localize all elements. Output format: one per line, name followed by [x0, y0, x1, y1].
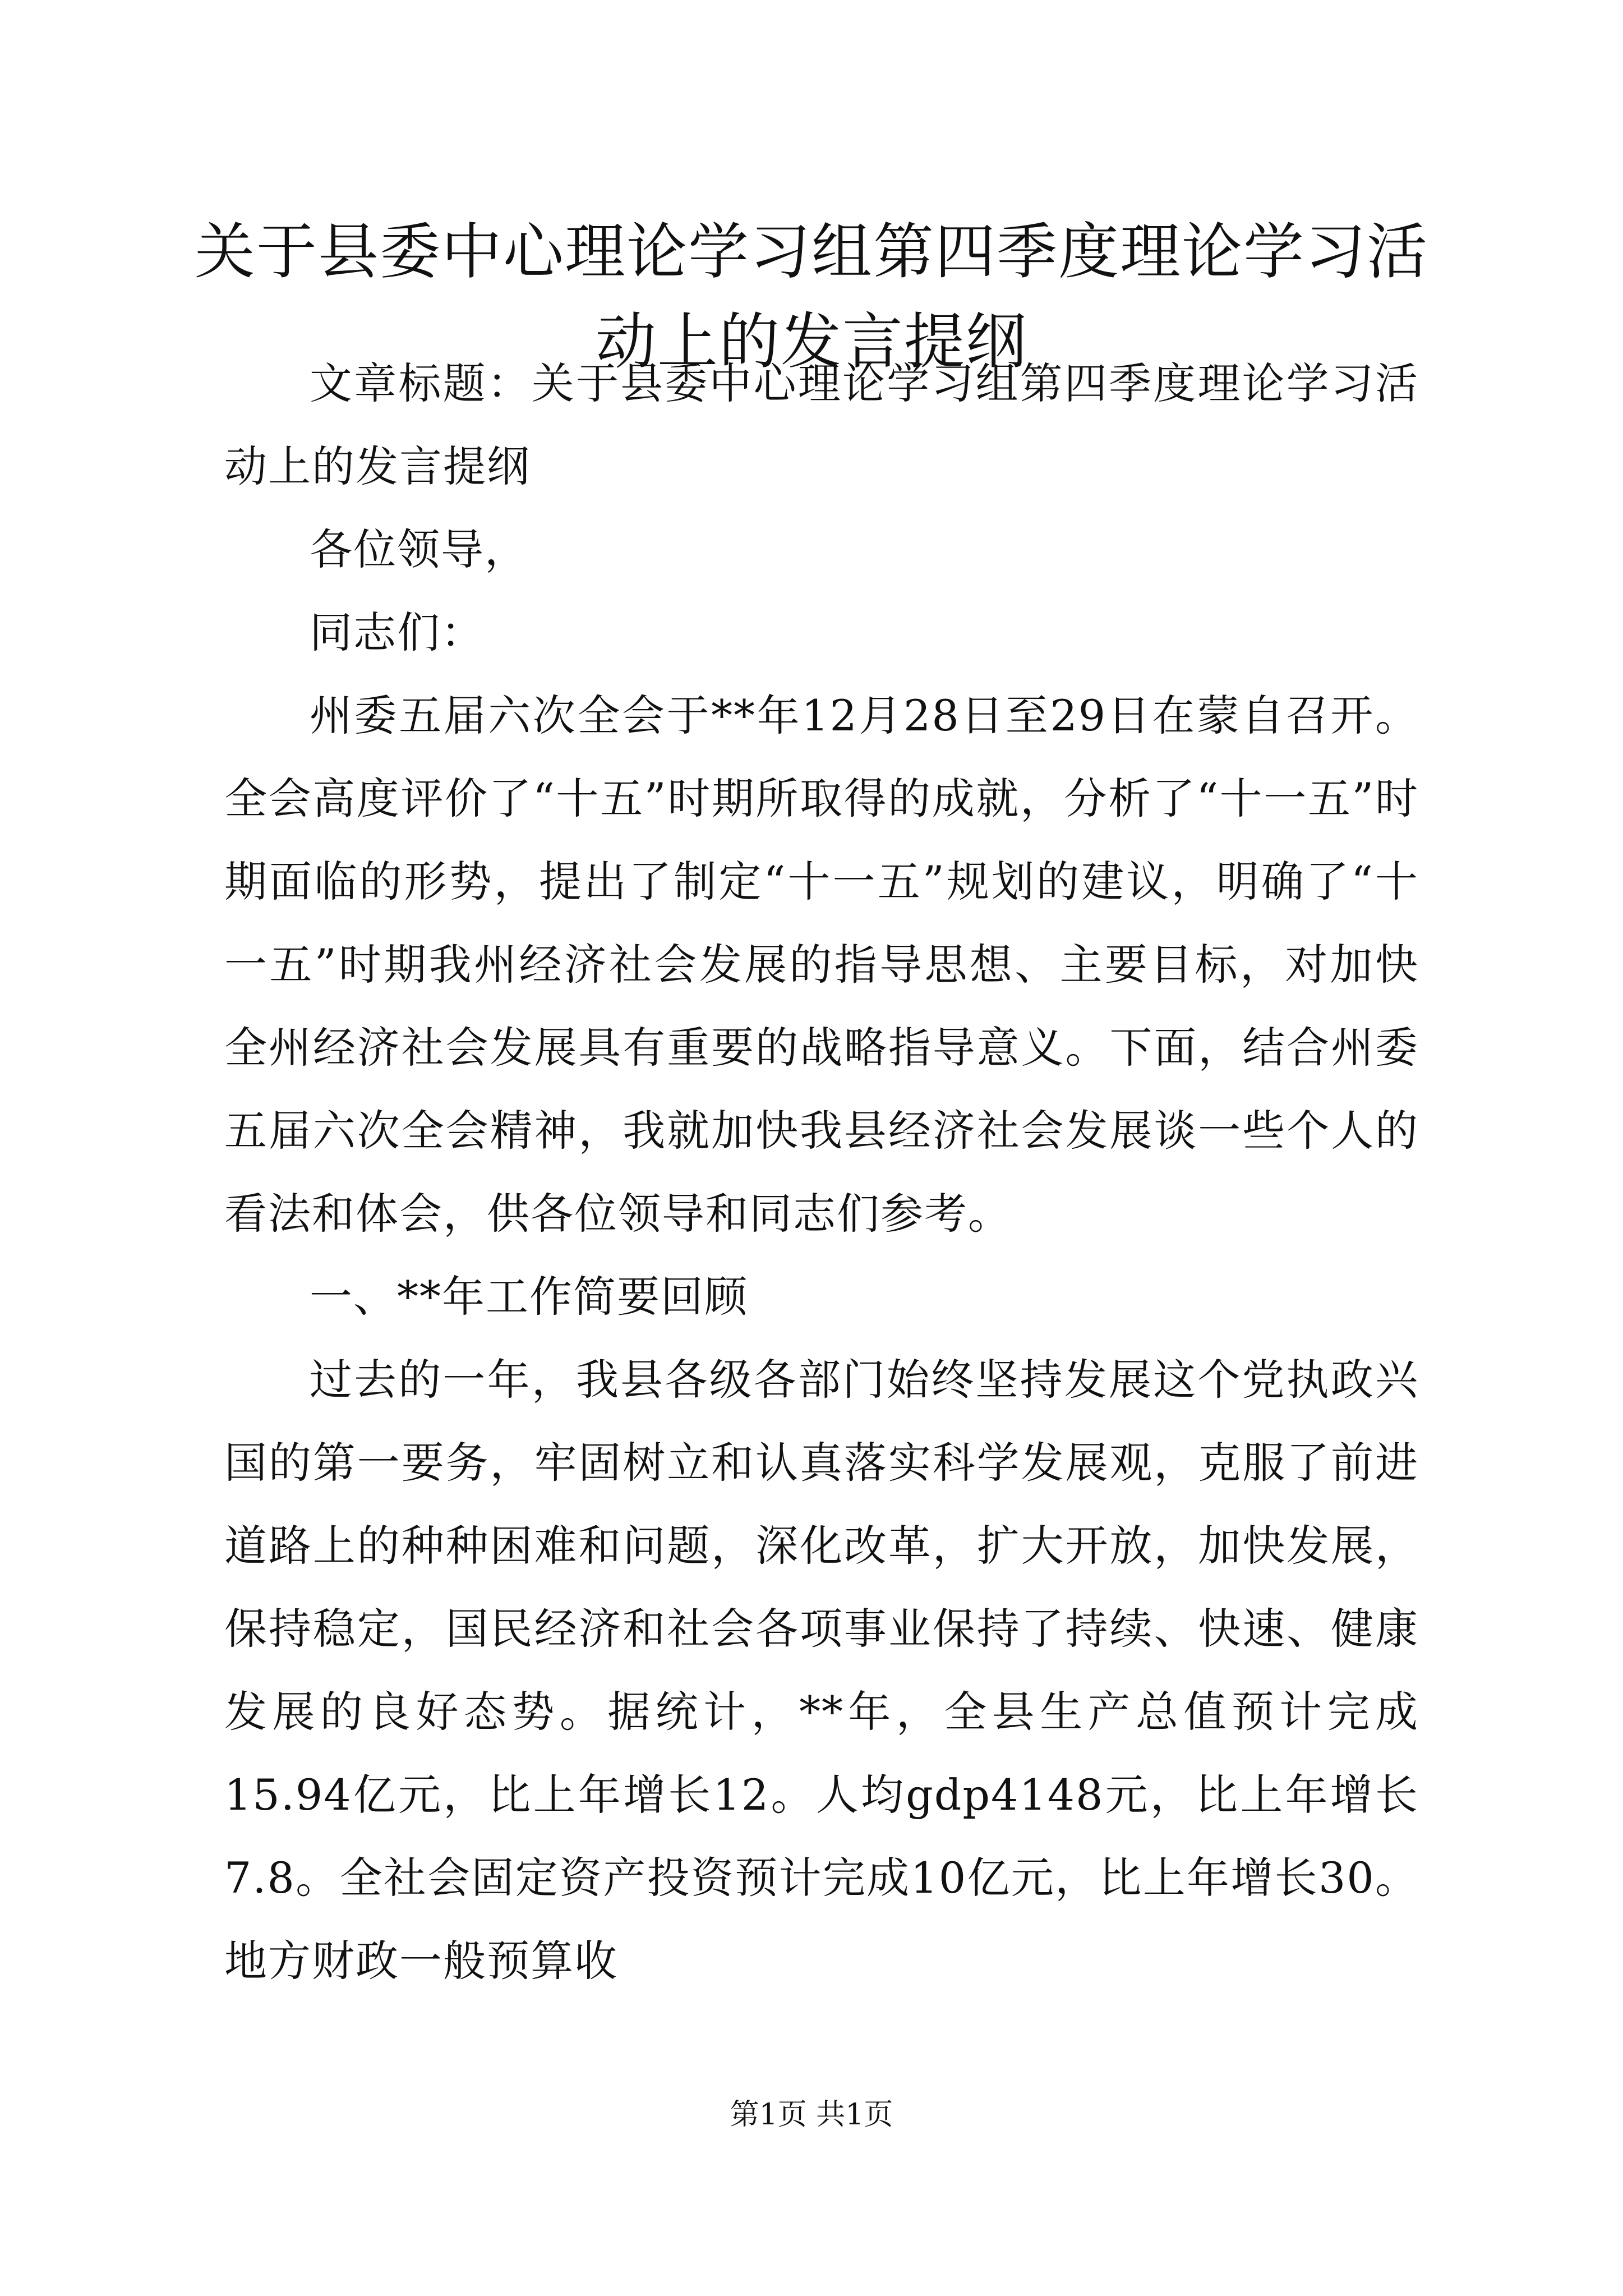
paragraph-salutation-comrades: 同志们： [310, 608, 485, 657]
paragraph-article-title: 文章标题：关于县委中心理论学习组第四季度理论学习活动上的发言提纲 [224, 358, 1419, 491]
paragraph-introduction: 州委五届六次全会于**年12月28日至29日在蒙自召开。全会高度评价了“十五”时期所取得的成就，分析了“十一五”时期面临的形势，提出了制定“十一五”规划的建议，明确了“十一五”时期我州经济社会发展的指导思想、主要目标，对加快全州经济社会发展具有重要的战略指导意义。下面，结合州委五届六次全会精神，我就加快我县经济社会发展谈一些个人的看法和体会，供各位领导和同志们参考。 [224, 691, 1419, 1239]
page-footer: 第1页 共1页 [730, 2098, 893, 2132]
paragraph-review: 过去的一年，我县各级各部门始终坚持发展这个党执政兴国的第一要务，牢固树立和认真落实科学发展观，克服了前进道路上的种种困难和问题，深化改革，扩大开放，加快发展，保持稳定，国民经济和社会各项事业保持了持续、快速、健康发展的良好态势。据统计，**年，全县生产总值预计完成15.94亿元，比上年增长12。人均gdp4148元，比上年增长7.8。全社会固定资产投资预计完成10亿元，比上年增长30。地方财政一般预算收 [224, 1355, 1419, 1986]
paragraph-salutation-leaders: 各位领导， [310, 524, 528, 574]
document-title: 关于县委中心理论学习组第四季度理论学习活动上的发言提纲 [194, 217, 1428, 377]
section-heading-review: 一、**年工作简要回顾 [310, 1272, 748, 1322]
document-body [224, 342, 1419, 2003]
